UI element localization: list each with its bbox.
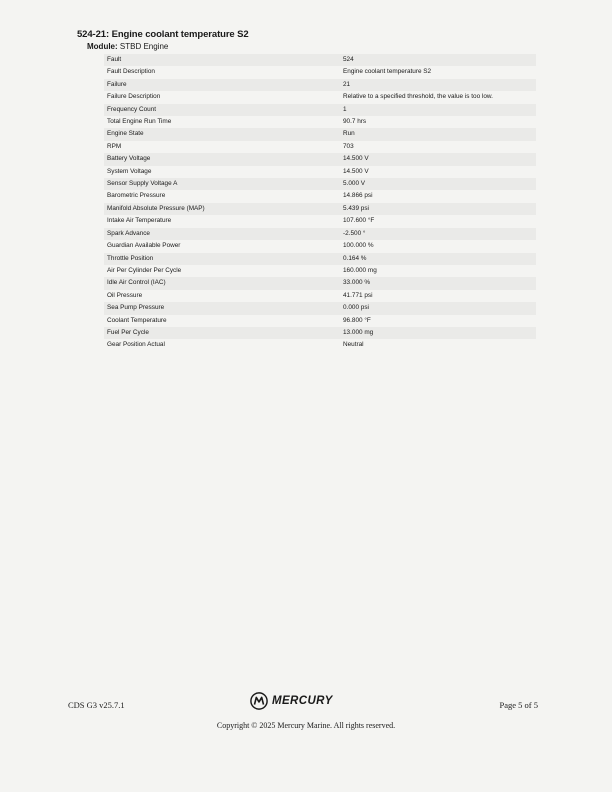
table-row: [104, 315, 536, 327]
parameter-name: Oil Pressure: [107, 291, 143, 299]
parameter-value: 14.500 V: [343, 155, 369, 163]
table-row: [104, 240, 536, 252]
table-row: [104, 116, 536, 128]
parameter-name: Intake Air Temperature: [107, 217, 172, 225]
parameter-value: 100.000 %: [343, 242, 374, 250]
parameter-value: 41.771 psi: [343, 291, 373, 299]
parameter-value: 160.000 mg: [343, 266, 377, 274]
mercury-logo: [250, 692, 333, 710]
parameter-value: 14.500 V: [343, 167, 369, 175]
logo-text: MERCURY: [272, 695, 333, 707]
parameter-value: 90.7 hrs: [343, 118, 367, 126]
parameter-name: System Voltage: [107, 167, 152, 175]
parameter-value: 107.600 °F: [343, 217, 375, 225]
page-number: Page 5 of 5: [499, 700, 538, 710]
module-line: [87, 42, 168, 51]
parameter-value: 524: [343, 56, 354, 63]
parameter-name: Throttle Position: [107, 254, 154, 262]
table-row: [104, 203, 536, 215]
fault-data-table: [104, 54, 536, 352]
parameter-value: 5.000 V: [343, 180, 366, 188]
table-row: [104, 302, 536, 314]
table-row: [104, 253, 536, 265]
parameter-value: 21: [343, 80, 351, 88]
table-row: [104, 265, 536, 277]
parameter-name: Engine State: [107, 130, 144, 138]
parameter-name: RPM: [107, 142, 122, 150]
parameter-name: Gear Position Actual: [107, 341, 165, 349]
parameter-value: 14.866 psi: [343, 192, 373, 200]
parameter-name: Fuel Per Cycle: [107, 328, 149, 336]
table-row: [104, 104, 536, 116]
parameter-name: Coolant Temperature: [107, 316, 167, 324]
module-value: STBD Engine: [119, 42, 169, 51]
parameter-value: 1: [343, 105, 347, 113]
table-row: [104, 190, 536, 202]
table-row: [104, 79, 536, 91]
parameter-name: Frequency Count: [107, 105, 157, 113]
parameter-value: 0.164 %: [343, 254, 367, 262]
table-row: [104, 290, 536, 302]
parameter-name: Fault: [107, 56, 122, 63]
parameter-value: 96.800 °F: [343, 316, 371, 324]
parameter-name: Idle Air Control (IAC): [107, 279, 166, 287]
parameter-name: Spark Advance: [107, 229, 150, 237]
module-label: Module:: [87, 42, 118, 51]
mercury-m-icon: [250, 692, 268, 710]
parameter-value: Run: [343, 130, 355, 138]
table-row: [104, 141, 536, 153]
footer-version: CDS G3 v25.7.1: [68, 700, 125, 710]
table-row: [104, 228, 536, 240]
copyright-notice: Copyright © 2025 Mercury Marine. All rights reserved.: [216, 721, 396, 730]
parameter-value: 0.000 psi: [343, 304, 369, 312]
parameter-name: Failure Description: [107, 93, 161, 101]
table-row: [104, 166, 536, 178]
parameter-value: 703: [343, 142, 354, 150]
parameter-name: Sea Pump Pressure: [107, 304, 165, 312]
parameter-value: 33.000 %: [343, 279, 371, 287]
page-title: 524-21: Engine coolant temperature S2: [77, 29, 249, 40]
table-row: [104, 277, 536, 289]
table-row: [104, 215, 536, 227]
parameter-name: Failure: [107, 80, 127, 88]
parameter-name: Fault Description: [107, 68, 155, 76]
fault-data-rows: [104, 54, 536, 352]
table-row: [104, 128, 536, 140]
table-row: [104, 54, 536, 66]
parameter-name: Guardian Available Power: [107, 242, 181, 250]
parameter-value: Relative to a specified threshold, the value is too low.: [343, 93, 493, 101]
table-row: [104, 153, 536, 165]
parameter-value: 5.439 psi: [343, 204, 369, 212]
parameter-value: Neutral: [343, 341, 364, 349]
table-row: [104, 91, 536, 103]
parameter-name: Manifold Absolute Pressure (MAP): [107, 204, 205, 212]
parameter-name: Barometric Pressure: [107, 192, 166, 200]
parameter-name: Battery Voltage: [107, 155, 151, 163]
table-row: [104, 66, 536, 78]
parameter-name: Air Per Cylinder Per Cycle: [107, 266, 182, 274]
parameter-name: Sensor Supply Voltage A: [107, 180, 178, 188]
parameter-name: Total Engine Run Time: [107, 118, 172, 126]
parameter-value: Engine coolant temperature S2: [343, 68, 432, 76]
table-row: [104, 327, 536, 339]
parameter-value: -2.500 °: [343, 229, 366, 237]
table-row: [104, 339, 536, 351]
table-row: [104, 178, 536, 190]
parameter-value: 13.000 mg: [343, 328, 374, 336]
